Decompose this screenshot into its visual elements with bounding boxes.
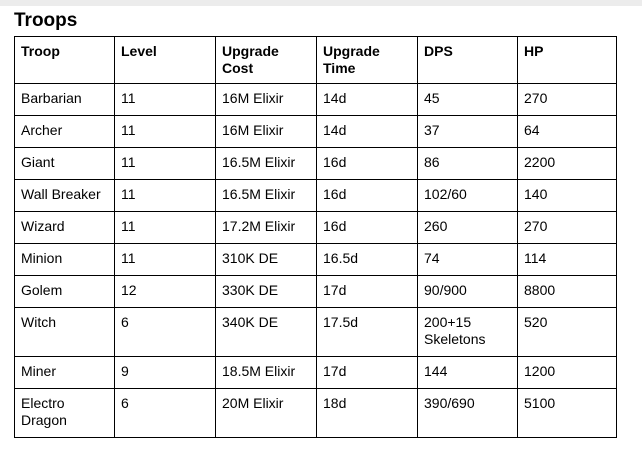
table-row <box>15 357 617 389</box>
cell-dps: 74 <box>418 244 518 276</box>
table-row <box>15 116 617 148</box>
cell-troop: Electro Dragon <box>15 389 115 438</box>
cell-hp: 520 <box>518 308 617 357</box>
cell-upgrade-time: 17d <box>317 357 418 389</box>
cell-troop: Miner <box>15 357 115 389</box>
table-row <box>15 84 617 116</box>
cell-upgrade-cost: 20M Elixir <box>216 389 317 438</box>
cell-upgrade-cost: 17.2M Elixir <box>216 212 317 244</box>
cell-level: 11 <box>115 244 216 276</box>
cell-hp: 2200 <box>518 148 617 180</box>
cell-upgrade-cost: 16.5M Elixir <box>216 148 317 180</box>
cell-upgrade-cost: 330K DE <box>216 276 317 308</box>
cell-upgrade-cost: 18.5M Elixir <box>216 357 317 389</box>
cell-level: 9 <box>115 357 216 389</box>
cell-hp: 5100 <box>518 389 617 438</box>
cell-level: 6 <box>115 389 216 438</box>
cell-dps: 37 <box>418 116 518 148</box>
cell-troop: Archer <box>15 116 115 148</box>
table-row <box>15 308 617 357</box>
cell-upgrade-time: 14d <box>317 116 418 148</box>
header-upgrade-time: Upgrade Time <box>317 37 418 84</box>
cell-level: 11 <box>115 84 216 116</box>
cell-dps: 144 <box>418 357 518 389</box>
cell-hp: 270 <box>518 84 617 116</box>
table-row <box>15 389 617 438</box>
cell-upgrade-cost: 16M Elixir <box>216 84 317 116</box>
cell-upgrade-time: 16d <box>317 148 418 180</box>
cell-dps: 86 <box>418 148 518 180</box>
cell-troop: Wall Breaker <box>15 180 115 212</box>
cell-level: 11 <box>115 116 216 148</box>
cell-upgrade-time: 17d <box>317 276 418 308</box>
cell-upgrade-cost: 340K DE <box>216 308 317 357</box>
cell-troop: Wizard <box>15 212 115 244</box>
cell-upgrade-time: 18d <box>317 389 418 438</box>
header-dps: DPS <box>418 37 518 84</box>
cell-level: 11 <box>115 212 216 244</box>
top-strip <box>0 0 642 6</box>
table-header-row <box>15 37 617 84</box>
cell-hp: 270 <box>518 212 617 244</box>
cell-upgrade-time: 16d <box>317 180 418 212</box>
cell-hp: 114 <box>518 244 617 276</box>
cell-level: 6 <box>115 308 216 357</box>
cell-hp: 1200 <box>518 357 617 389</box>
cell-hp: 64 <box>518 116 617 148</box>
cell-dps: 45 <box>418 84 518 116</box>
cell-upgrade-cost: 16.5M Elixir <box>216 180 317 212</box>
cell-troop: Golem <box>15 276 115 308</box>
cell-dps: 90/900 <box>418 276 518 308</box>
cell-troop: Barbarian <box>15 84 115 116</box>
cell-upgrade-time: 16.5d <box>317 244 418 276</box>
cell-troop: Giant <box>15 148 115 180</box>
page-title: Troops <box>14 10 78 31</box>
cell-upgrade-time: 16d <box>317 212 418 244</box>
table-row <box>15 212 617 244</box>
cell-level: 12 <box>115 276 216 308</box>
header-troop: Troop <box>15 37 115 84</box>
cell-dps: 390/690 <box>418 389 518 438</box>
cell-level: 11 <box>115 148 216 180</box>
cell-upgrade-cost: 16M Elixir <box>216 116 317 148</box>
table-row <box>15 148 617 180</box>
table-row <box>15 276 617 308</box>
header-hp: HP <box>518 37 617 84</box>
cell-troop: Minion <box>15 244 115 276</box>
cell-upgrade-cost: 310K DE <box>216 244 317 276</box>
cell-upgrade-time: 17.5d <box>317 308 418 357</box>
table-row <box>15 244 617 276</box>
header-level: Level <box>115 37 216 84</box>
table-row <box>15 180 617 212</box>
cell-dps: 102/60 <box>418 180 518 212</box>
cell-dps: 200+15 Skeletons <box>418 308 518 357</box>
cell-troop: Witch <box>15 308 115 357</box>
cell-hp: 140 <box>518 180 617 212</box>
header-upgrade-cost: Upgrade Cost <box>216 37 317 84</box>
cell-dps: 260 <box>418 212 518 244</box>
cell-level: 11 <box>115 180 216 212</box>
cell-hp: 8800 <box>518 276 617 308</box>
troops-table <box>14 36 617 438</box>
cell-upgrade-time: 14d <box>317 84 418 116</box>
